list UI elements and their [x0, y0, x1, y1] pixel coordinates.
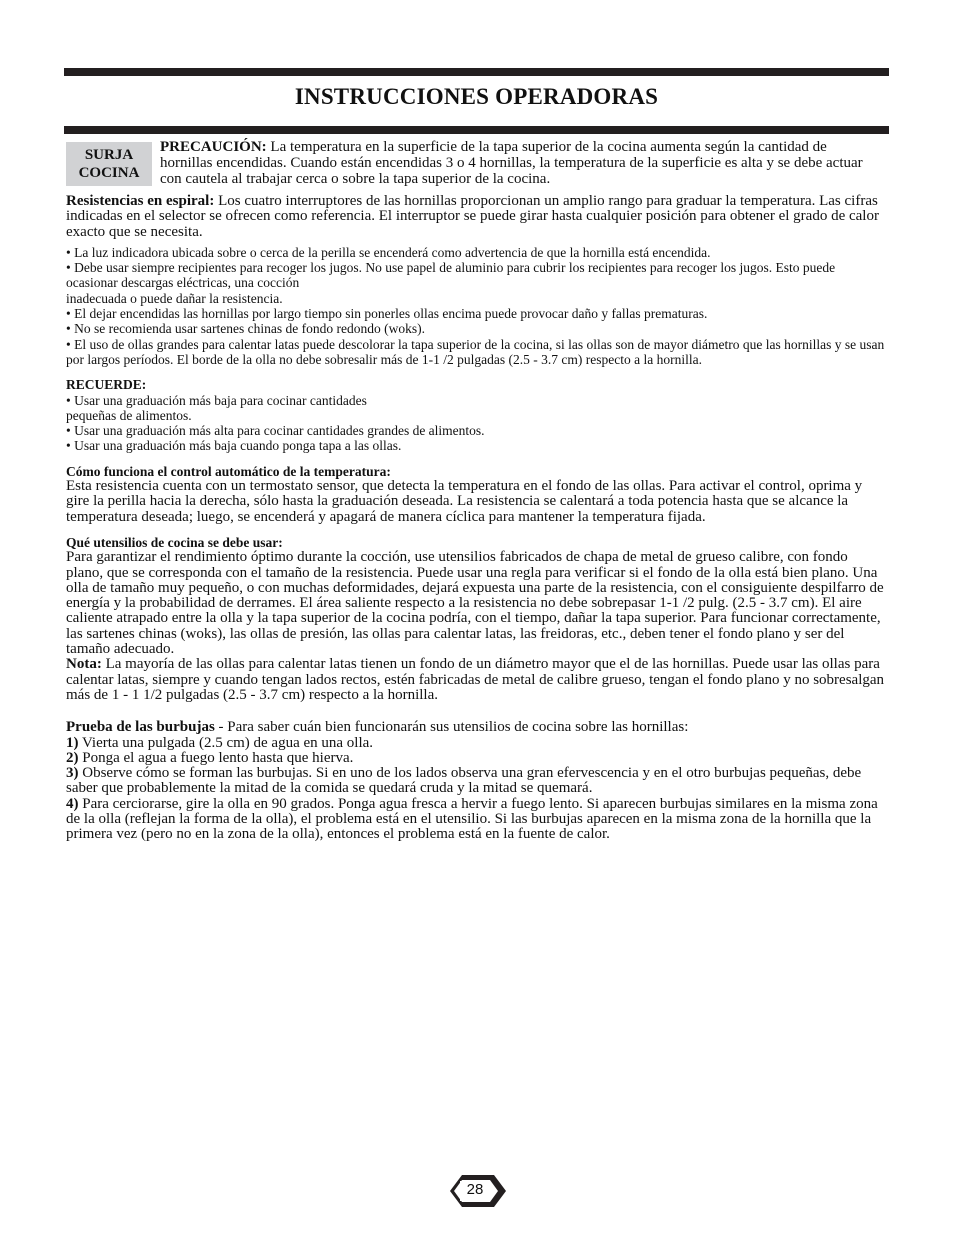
note-paragraph	[66, 657, 888, 703]
page-number: 28	[466, 1181, 484, 1198]
step-text: Vierta una pulgada (2.5 cm) de agua en una olla.	[78, 734, 374, 751]
list-item: • La luz indicadora ubicada sobre o cerca de la perilla se encenderá como advertencia de que la hornilla está encendida.	[66, 244, 711, 260]
remember-section	[66, 377, 888, 453]
step-text: Ponga el agua a fuego lento hasta que hierva.	[78, 749, 354, 766]
list-item: • No se recomienda usar sartenes chinas de fondo redondo (woks).	[66, 321, 425, 337]
page-number-badge	[448, 1172, 508, 1210]
page-title: INSTRUCCIONES OPERADORAS	[294, 84, 659, 109]
utensils-heading-text: Qué utensilios de cocina se debe usar:	[66, 534, 283, 550]
list-item: • Usar una graduación más alta para cocinar cantidades grandes de alimentos.	[66, 423, 485, 439]
bubbles-step	[66, 736, 888, 751]
caution-text: La temperatura en la superficie de la tapa superior de la cocina aumenta según la cantidad de hornillas encendidas. Cuando están encendidas 3 o 4 hornillas, la temperatura de la superficie es alta y se debe actuar con cautela al trabajar cerca o sobre la tapa superior de la cocina.	[160, 139, 863, 187]
step-text: Para cerciorarse, gire la olla en 90 grados. Ponga agua fresca a hervir a fuego lento. Si aparecen burbujas similares en la misma zona de la olla (reflejan la forma de la olla), el problema está en el utensilio. Si las burbujas aparecen en la misma zona de la hornilla que la primera vez (pero no en la zona de la olla), entonces el problema está en la fuente de calor.	[66, 795, 878, 843]
list-item: • Usar una graduación más baja cuando ponga tapa a las ollas.	[66, 438, 402, 454]
step-number: 4)	[66, 795, 79, 812]
step-number: 1)	[66, 734, 79, 751]
utensils-text: Para garantizar el rendimiento óptimo durante la cocción, use utensilios fabricados de chapa de metal de grueso calibre, con fondo plano, que se corresponda con el tamaño de la resistencia. Puede usar una regla para verificar si el fondo de la olla está bien plano. Una olla de tamaño muy pequeño, o con muchas deformidades, dejará expuesta una parte de la resistencia, con el consiguiente despilfarro de energía y la probabilidad de derrames. El área saliente respecto a la resistencia no debe sobrepasar 1-1 /2 pulg. (2.5 - 3.7 cm). El aire caliente atrapado entre la olla y la tapa superior de la cocina podría, con el tiempo, dañar la tapa superior. Para funcionar correctamente, las sartenes chinas (woks), las ollas de presión, las ollas para calentar latas, las freidoras, etc., deben tener el fondo plano y ser del tamaño adecuado.	[66, 549, 884, 658]
step-number: 2)	[66, 749, 79, 766]
bubbles-label: Prueba de las burbujas	[66, 719, 215, 736]
list-item: pequeñas de alimentos.	[66, 407, 192, 423]
spiral-text: Los cuatro interruptores de las hornillas proporcionan un amplio rango para graduar la temperatura. Las cifras indicadas en el selector se ofrecen como referencia. El interruptor se puede girar hasta cualquier posición para obtener el grado de calor exacto que se necesita.	[66, 193, 879, 240]
list-item: inadecuada o puede dañar la resistencia.	[66, 290, 283, 306]
step-text: Observe cómo se forman las burbujas. Si en uno de los lados observa una gran efervescencia y en el otro burbujas pequeñas, debe saber que probablemente la mitad de la comida se quedará cruda y la mitad se quemará.	[66, 765, 862, 797]
caution-label: PRECAUCIÓN:	[160, 139, 267, 155]
utensils-heading	[66, 535, 888, 550]
list-item: • Debe usar siempre recipientes para recoger los jugos. No use papel de aluminio para cubrir los recipientes para recoger los jugos. Esto puede ocasionar descargas eléctricas, una cocción	[66, 260, 836, 291]
bubbles-intro	[66, 720, 888, 735]
auto-control-heading-text: Cómo funciona el control automático de la temperatura:	[66, 463, 391, 479]
list-item: • El dejar encendidas las hornillas por largo tiempo sin ponerles ollas encima puede provocar daño y fallas prematuras.	[66, 306, 708, 322]
auto-control-heading	[66, 464, 888, 479]
section-badge	[66, 142, 152, 186]
list-item: • Usar una graduación más baja para cocinar cantidades	[66, 392, 367, 408]
caution-paragraph	[160, 139, 882, 187]
bullet-list	[66, 245, 888, 367]
main-content	[66, 194, 888, 843]
note-label: Nota:	[66, 656, 102, 673]
auto-control-text: Esta resistencia cuenta con un termostato sensor, que detecta la temperatura en el fondo de las ollas. Para activar el control, oprima y gire la perilla hacia la derecha, sólo hasta la graduación deseada. La resistencia se calentará a toda potencia hasta que se alcance la temperatura deseada; luego, se encenderá y apagará de manera cíclica para mantener la temperatura fijada.	[66, 478, 863, 525]
header-bottom-rule	[64, 126, 889, 134]
list-item: • El uso de ollas grandes para calentar latas puede descolorar la tapa superior de la cocina, si las ollas son de mayor diámetro que las hornillas y se usan por largos períodos. El borde de la olla no debe sobresalir más de 1-1 /2 pulgadas (2.5 - 3.7 cm) respecto a la hornilla.	[66, 336, 885, 367]
bubbles-step	[66, 751, 888, 766]
bubbles-step	[66, 797, 888, 843]
header-top-rule	[64, 68, 889, 76]
spiral-paragraph	[66, 194, 888, 240]
note-text: La mayoría de las ollas para calentar latas tienen un fondo de un diámetro mayor que el de las hornillas. Puede usar las ollas para calentar latas, siempre y cuando tengan lados rectos, estén fabricadas de metal de calibre grueso, tengan el fondo plano y no sobresalgan más de 1 - 1 1/2 pulgadas (2.5 - 3.7 cm) respecto a la hornilla.	[66, 656, 885, 703]
badge-line-1: SURJA	[84, 147, 134, 163]
spiral-label: Resistencias en espiral:	[66, 193, 215, 209]
bubbles-step	[66, 766, 888, 797]
badge-line-2: COCINA	[78, 165, 140, 181]
step-number: 3)	[66, 765, 79, 782]
bubbles-intro-text: - Para saber cuán bien funcionarán sus utensilios de cocina sobre las hornillas:	[214, 719, 689, 736]
remember-heading: RECUERDE:	[66, 377, 147, 393]
